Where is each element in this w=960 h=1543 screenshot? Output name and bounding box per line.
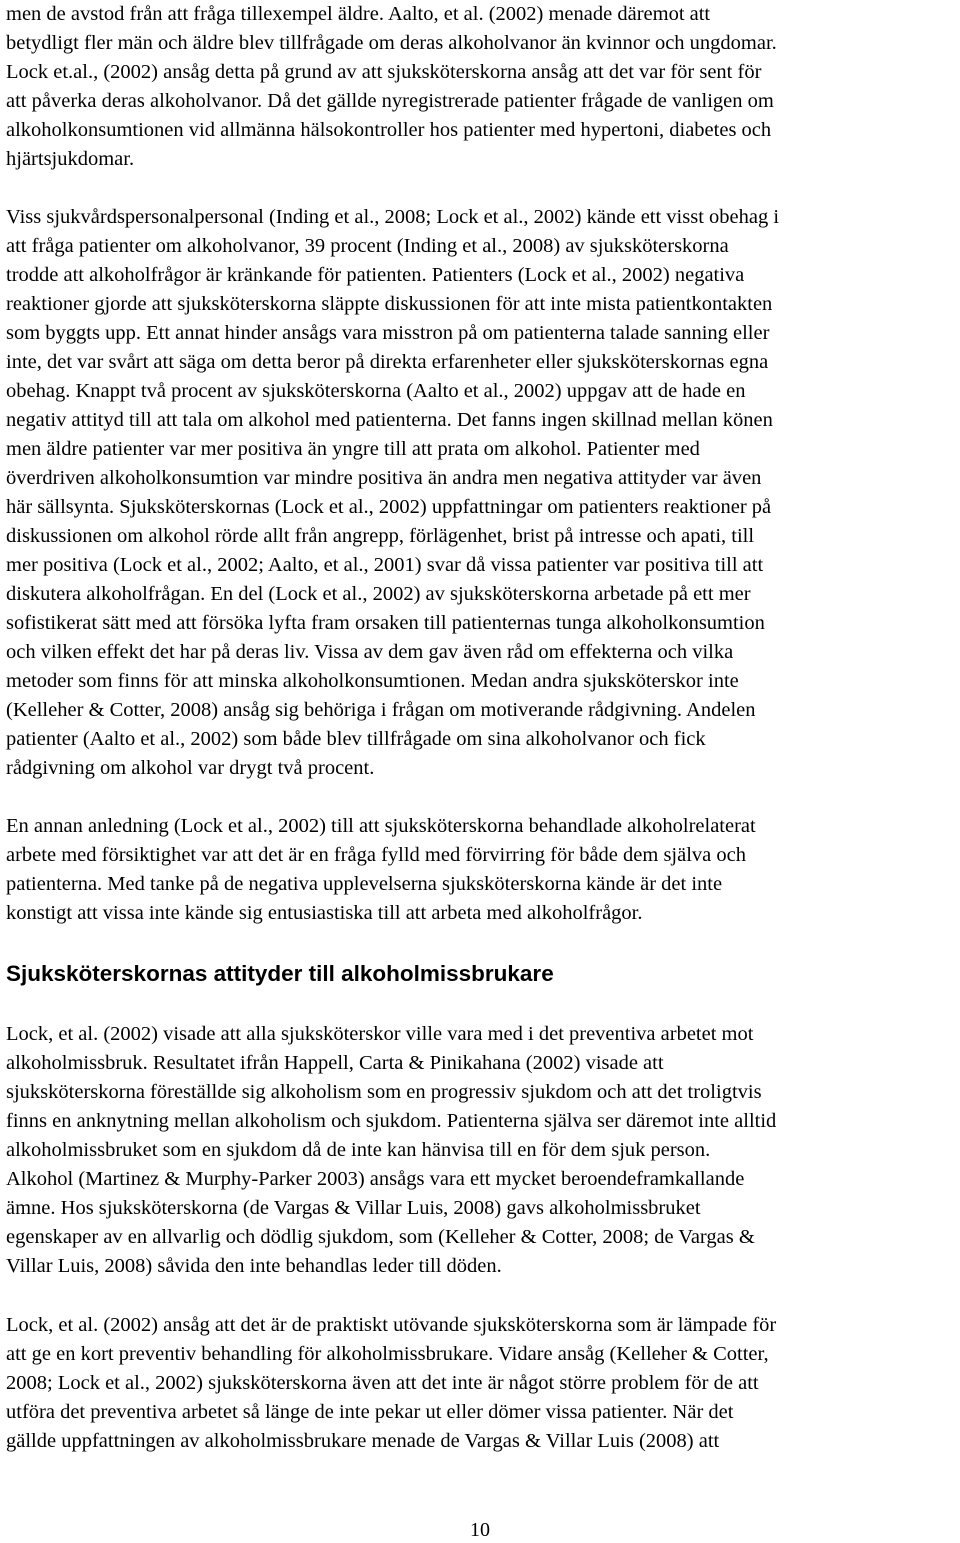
text-line: Lock, et al. (2002) visade att alla sjuksköterskor ville vara med i det preventiva arbetet mot xyxy=(6,1023,754,1045)
text-line: rådgivning om alkohol var drygt två procent. xyxy=(6,757,375,779)
text-line: (Kelleher & Cotter, 2008) ansåg sig behöriga i frågan om motiverande rådgivning. Andelen xyxy=(6,699,756,721)
text-line: alkoholmissbruk. Resultatet ifrån Happell, Carta & Pinikahana (2002) visade att xyxy=(6,1052,664,1074)
text-line: att fråga patienter om alkoholvanor, 39 procent (Inding et al., 2008) av sjuksköterskorna xyxy=(6,235,729,257)
text-line: utföra det preventiva arbetet så länge de inte pekar ut eller dömer vissa patienter. När det xyxy=(6,1401,734,1423)
text-line: finns en anknytning mellan alkoholism och sjukdom. Patienterna själva ser däremot inte alltid xyxy=(6,1110,777,1132)
text-line: här sällsynta. Sjuksköterskornas (Lock et al., 2002) uppfattningar om patienters reaktioner på xyxy=(6,496,772,518)
text-line: negativ attityd till att tala om alkohol med patienterna. Det fanns ingen skillnad mellan könen xyxy=(6,409,773,431)
text-line: arbete med försiktighet var att det är en fråga fylld med förvirring för både dem själva och xyxy=(6,844,746,866)
text-line: och vilken effekt det har på deras liv. Vissa av dem gav även råd om effekterna och vilka xyxy=(6,641,734,663)
text-line: Lock et.al., (2002) ansåg detta på grund av att sjuksköterskorna ansåg att det var för sent för xyxy=(6,61,762,83)
text-line: reaktioner gjorde att sjuksköterskorna släppte diskussionen för att inte mista patientkontakten xyxy=(6,293,773,315)
text-line: sjuksköterskorna föreställde sig alkoholism som en progressiv sjukdom och att det troligtvis xyxy=(6,1081,762,1103)
text-line: obehag. Knappt två procent av sjuksköterskorna (Aalto et al., 2002) uppgav att de hade en xyxy=(6,380,746,402)
text-line: betydligt fler män och äldre blev tillfrågade om deras alkoholvanor än kvinnor och ungdomar. xyxy=(6,32,777,54)
text-line: alkoholkonsumtionen vid allmänna hälsokontroller hos patienter med hypertoni, diabetes och xyxy=(6,119,772,141)
text-line: men äldre patienter var mer positiva än yngre till att prata om alkohol. Patienter med xyxy=(6,438,700,460)
text-line: att ge en kort preventiv behandling för alkoholmissbrukare. Vidare ansåg (Kelleher & Cotter, xyxy=(6,1343,769,1365)
text-line: patienter (Aalto et al., 2002) som både blev tillfrågade om sina alkoholvanor och fick xyxy=(6,728,706,750)
section-heading: Sjuksköterskornas attityder till alkoholmissbrukare xyxy=(6,961,554,986)
text-line: patienterna. Med tanke på de negativa upplevelserna sjuksköterskorna kände är det inte xyxy=(6,873,723,895)
text-line: men de avstod från att fråga tillexempel äldre. Aalto, et al. (2002) menade däremot att xyxy=(6,3,711,25)
text-line: alkoholmissbruket som en sjukdom då de inte kan hänvisa till en för dem sjuk person. xyxy=(6,1139,711,1161)
text-line: ämne. Hos sjuksköterskorna (de Vargas & Villar Luis, 2008) gavs alkoholmissbruket xyxy=(6,1197,701,1219)
text-line: En annan anledning (Lock et al., 2002) till att sjuksköterskorna behandlade alkoholrelaterat xyxy=(6,815,756,837)
text-line: metoder som finns för att minska alkoholkonsumtionen. Medan andra sjuksköterskor inte xyxy=(6,670,739,692)
text-line: 2008; Lock et al., 2002) sjuksköterskorna även att det inte är något större problem för de att xyxy=(6,1372,759,1394)
text-line: inte, det var svårt att säga om detta beror på direkta erfarenheter eller sjuksköterskornas egna xyxy=(6,351,769,373)
text-line: som byggts upp. Ett annat hinder ansågs vara misstron på om patienterna talade sanning eller xyxy=(6,322,770,344)
page-number: 10 xyxy=(470,1519,490,1541)
text-line: gällde uppfattningen av alkoholmissbrukare menade de Vargas & Villar Luis (2008) att xyxy=(6,1430,720,1452)
text-line: hjärtsjukdomar. xyxy=(6,148,135,170)
text-line: sofistikerat sätt med att försöka lyfta fram orsaken till patienternas tunga alkoholkonsumtion xyxy=(6,612,765,634)
text-line: egenskaper av en allvarlig och dödlig sjukdom, som (Kelleher & Cotter, 2008; de Vargas & xyxy=(6,1226,755,1248)
text-line: Alkohol (Martinez & Murphy-Parker 2003) ansågs vara ett mycket beroendeframkallande xyxy=(6,1168,745,1190)
text-line: Lock, et al. (2002) ansåg att det är de praktiskt utövande sjuksköterskorna som är lämpade för xyxy=(6,1314,777,1336)
text-line: att påverka deras alkoholvanor. Då det gällde nyregistrerade patienter frågade de vanligen om xyxy=(6,90,774,112)
text-line: konstigt att vissa inte kände sig entusiastiska till att arbeta med alkoholfrågor. xyxy=(6,902,643,924)
text-line: diskutera alkoholfrågan. En del (Lock et al., 2002) av sjuksköterskorna arbetade på ett mer xyxy=(6,583,751,605)
text-line: Villar Luis, 2008) såvida den inte behandlas leder till döden. xyxy=(6,1255,502,1277)
text-line: diskussionen om alkohol rörde allt från angrepp, förlägenhet, brist på intresse och apati, till xyxy=(6,525,755,547)
text-line: trodde att alkoholfrågor är kränkande för patienten. Patienters (Lock et al., 2002) negativa xyxy=(6,264,745,286)
text-line: överdriven alkoholkonsumtion var mindre positiva än andra men negativa attityder var även xyxy=(6,467,762,489)
text-line: mer positiva (Lock et al., 2002; Aalto, et al., 2001) svar då vissa patienter var positiva till att xyxy=(6,554,764,576)
text-line: Viss sjukvårdspersonalpersonal (Inding et al., 2008; Lock et al., 2002) kände ett visst obehag i xyxy=(6,206,780,228)
